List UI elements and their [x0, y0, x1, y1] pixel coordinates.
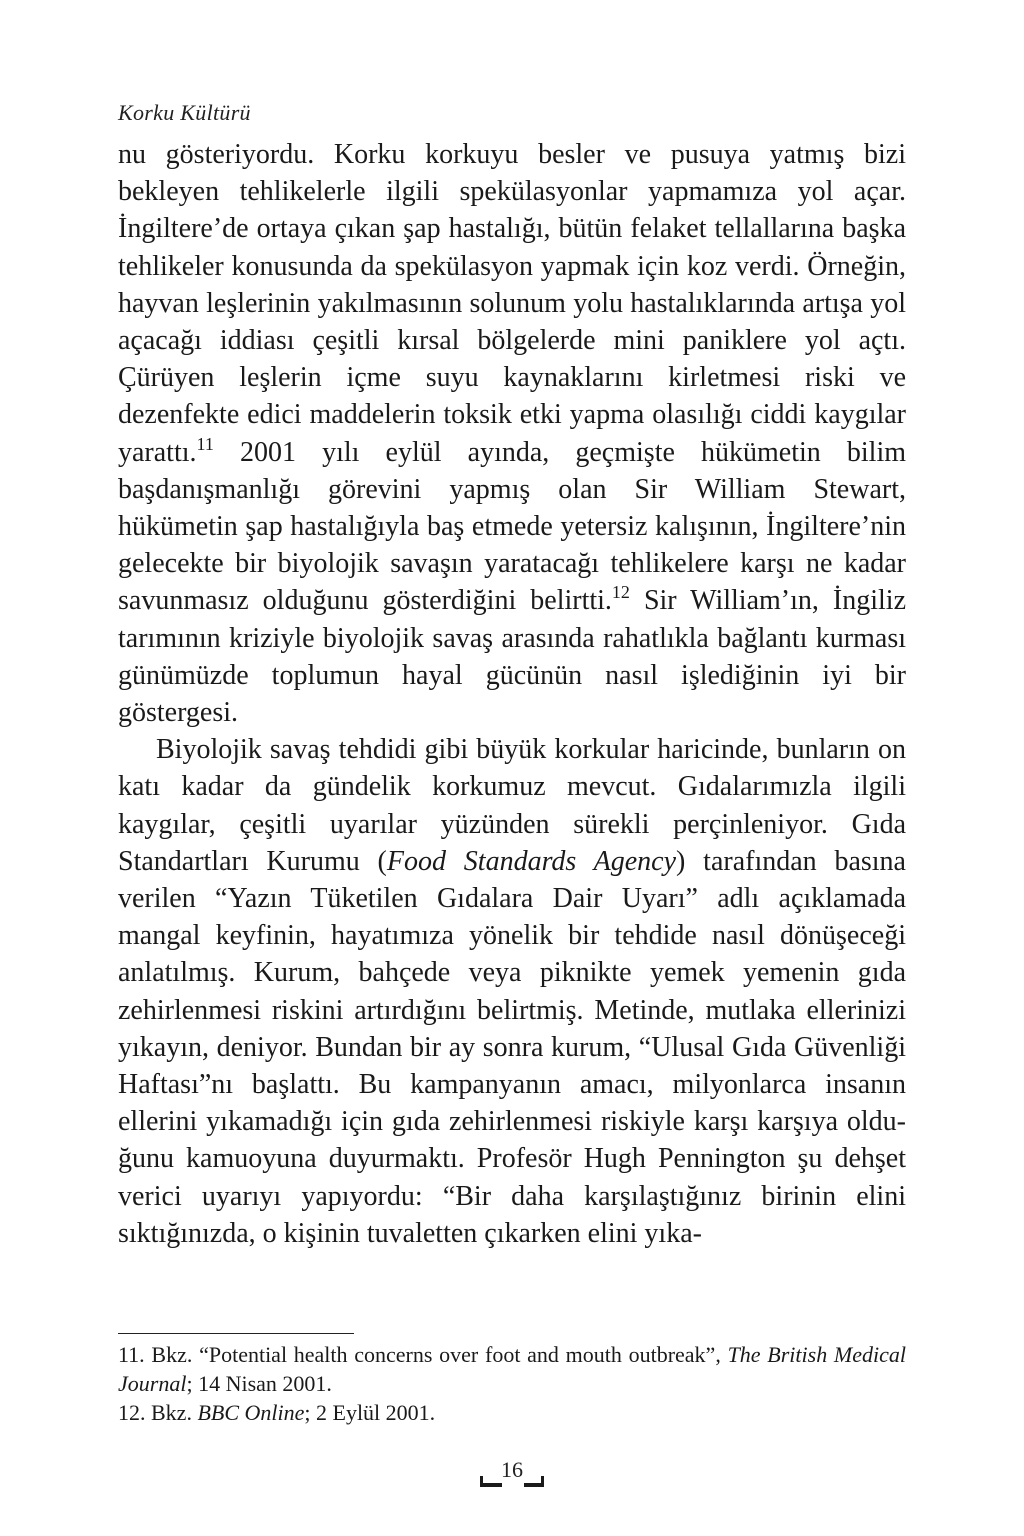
paragraph	[118, 731, 906, 1252]
text-run: 2001 yılı eylül ayında, geçmişte hükümetin bilim başdanışmanlığı görevini yapmış olan Sir William Stewart, hükümetin şap hastalığıyla baş etmede yetersiz kalışının, İngiltere’nin gelecekte bir biyolojik savaşın yaratacağı tehlikelere karşı ne kadar savunmasız olduğunu gösterdiğini belirtti.	[118, 436, 906, 617]
text-run: ) tarafından basına verilen “Yazın Tüketilen Gıdalara Dair Uyarı” adlı açıklamada mangal keyfinin, hayatımıza yönelik bir tehdide nasıl dönüşeceği anlatılmış. Kurum, bahçede veya piknikte yemek yemenin gıda zehirlenmesi riskini artırdığını belirtmiş. Metinde, mutlaka ellerinizi yıkayın, deniyor. Bundan bir ay sonra kurum, “Ulusal Gıda Güvenliği Haftası”nı başlattı. Bu kampanyanın amacı, milyonlarca insanın ellerini yıkamadığı için gıda zehirlenmesi riskiyle karşı karşıya olduğunu kamuoyuna duyurmaktı. Profesör Hugh Pennington şu dehşet verici uyarıyı yapıyordu: “Bir daha karşılaştığınız birinin elini sıktığınızda, o kişinin tuvaletten çıkarken elini yıka-	[118, 845, 906, 1249]
body-text	[118, 136, 906, 1252]
footnote	[118, 1398, 906, 1427]
italic-run: The British Medical Journal	[118, 1342, 906, 1396]
footnote-ref: 11	[196, 433, 214, 454]
page-number-ornament-tick-right	[541, 1476, 544, 1487]
footnotes	[118, 1340, 906, 1427]
paragraph	[118, 136, 906, 731]
page-number: 16	[501, 1457, 523, 1482]
text-run: nu gösteriyordu. Korku korkuyu besler ve pusuya yatmış bizi bekleyen tehlikelerle ilgili spekülasyonlar yapmamıza yol açar. İngiltere’de ortaya çıkan şap hastalığı, bütün felaket tellallarına başka tehlikeler konusunda da spekülasyon yapmak için koz verdi. Örneğin, hayvan leşlerinin yakılmasının solunum yolu hastalıklarında artışa yol açacağı iddiası çeşitli kırsal bölgelerde mini paniklere yol açtı. Çürüyen leşlerin içme suyu kaynaklarını kirletmesi riski ve dezenfekte edici maddelerin toksik etki yapma olasılığı ciddi kaygılar yarattı.	[118, 139, 906, 468]
text-run: ; 14 Nisan 2001.	[186, 1371, 332, 1396]
page-number-ornament-tick-left	[480, 1476, 483, 1487]
footnote-divider	[118, 1333, 354, 1334]
text-run: 12. Bkz.	[118, 1400, 198, 1425]
text-run: Sir William’ın, İngiliz tarımının kriziyle biyolojik savaş arasında rahatlıkla bağlantı kurması günümüzde toplumun hayal gücünün nasıl işlediğinin iyi bir göstergesi.	[118, 585, 907, 729]
footnote	[118, 1340, 906, 1398]
running-head: Korku Kültürü	[118, 100, 251, 125]
footnote-ref: 12	[611, 582, 630, 603]
italic-run: BBC Online	[197, 1400, 305, 1425]
text-run: ; 2 Eylül 2001.	[304, 1400, 436, 1425]
italic-run: Food Standards Agency	[386, 845, 677, 877]
text-run: 11. Bkz. “Potential health concerns over foot and mouth outbreak”,	[118, 1342, 728, 1367]
page-number-ornament-left	[480, 1483, 502, 1487]
text-run: Biyolojik savaş tehdidi gibi büyük korkular haricinde, bunların on katı kadar da gündelik korkumuz mevcut. Gıdalarımızla ilgili kaygılar, çeşitli uyarılar yüzünden sürekli perçinleniyor. Gıda Standartları Kurumu (	[118, 734, 906, 877]
